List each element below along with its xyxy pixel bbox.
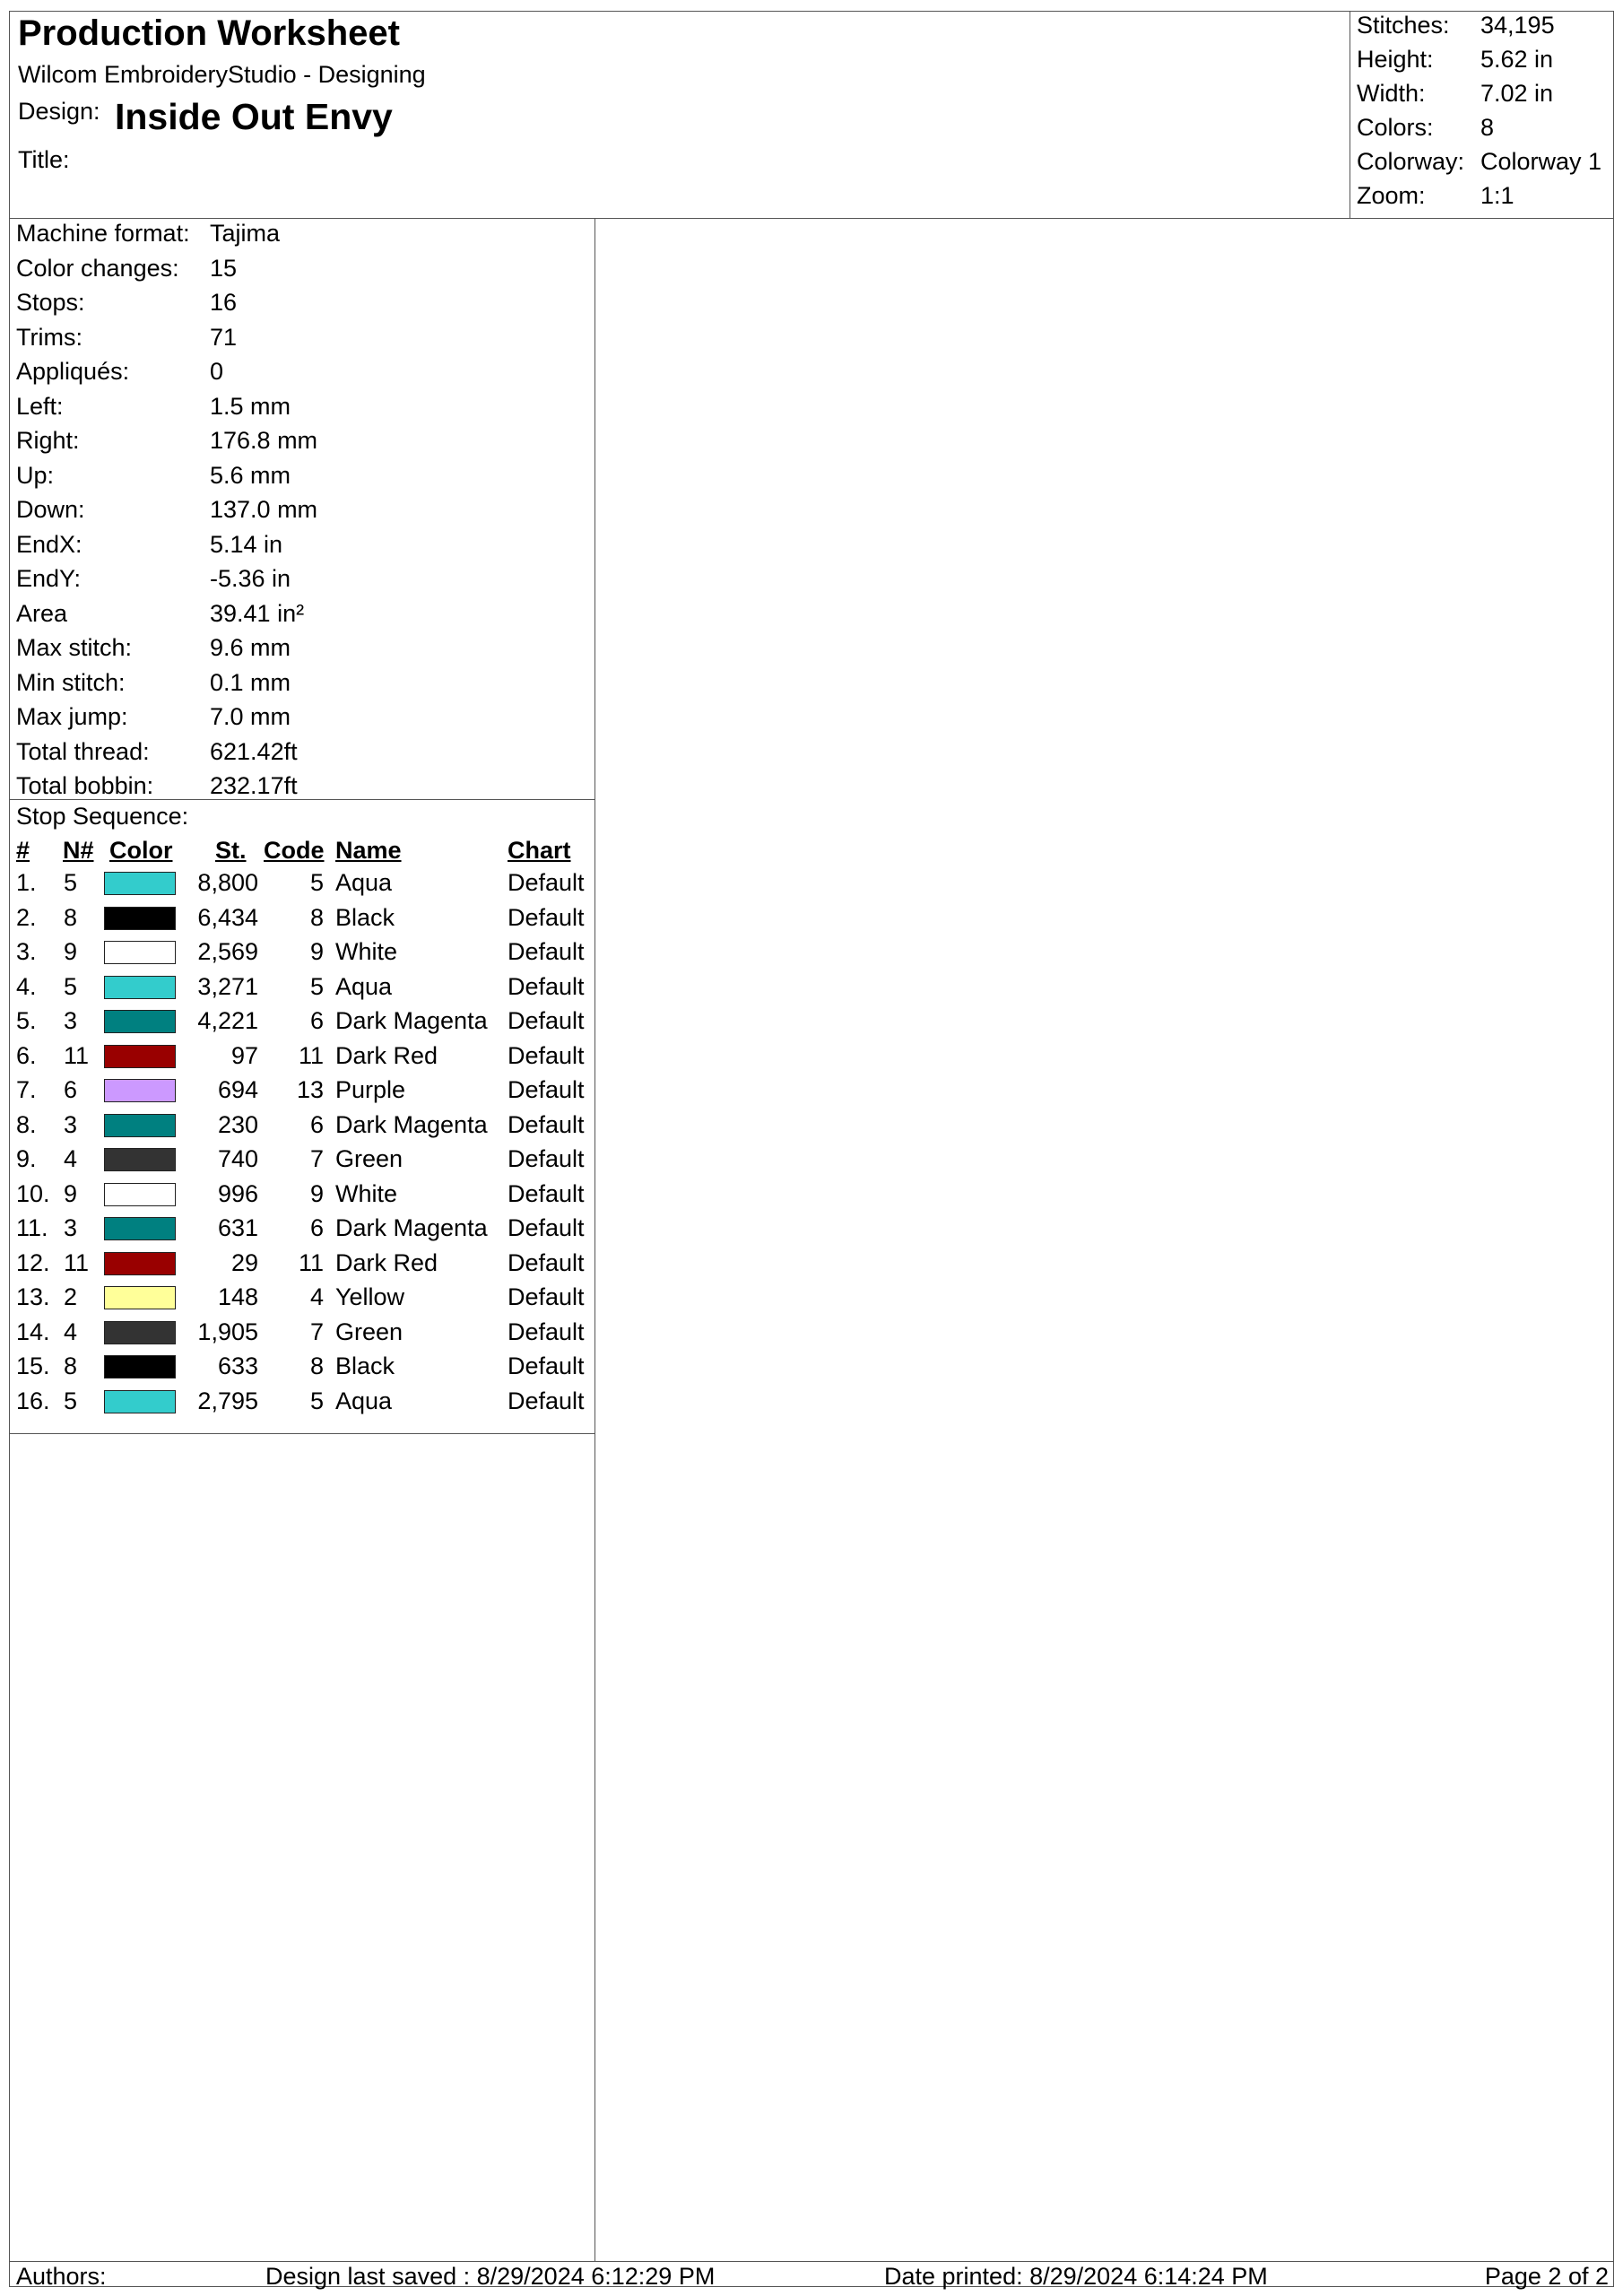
section-divider bbox=[10, 1433, 595, 1434]
table-row bbox=[10, 973, 595, 1007]
color-chart: Default bbox=[508, 1352, 585, 1379]
color-chart: Default bbox=[508, 1318, 585, 1345]
color-code: 8 bbox=[309, 903, 324, 931]
needle-number: 11 bbox=[64, 1248, 90, 1276]
info-label: Color changes: bbox=[16, 254, 179, 282]
color-chart: Default bbox=[508, 1076, 585, 1103]
color-code: 5 bbox=[309, 869, 324, 896]
software-name: Wilcom EmbroideryStudio - Designing bbox=[18, 61, 426, 88]
info-label: Machine format: bbox=[16, 220, 190, 247]
info-value: 7.0 mm bbox=[210, 703, 291, 730]
color-name: Green bbox=[335, 1145, 404, 1172]
color-swatch bbox=[104, 1183, 176, 1206]
color-name: Dark Red bbox=[335, 1248, 438, 1276]
info-value: 1.5 mm bbox=[210, 392, 291, 420]
color-chart: Default bbox=[508, 1283, 585, 1310]
stitch-count: 4,221 bbox=[197, 1007, 258, 1034]
color-code: 8 bbox=[309, 1352, 324, 1379]
title-label: Title: bbox=[18, 146, 70, 173]
info-label: EndX: bbox=[16, 530, 82, 558]
color-swatch bbox=[104, 1148, 176, 1171]
color-swatch bbox=[104, 1252, 176, 1275]
stitch-count: 230 bbox=[217, 1110, 258, 1138]
color-code: 4 bbox=[309, 1283, 324, 1310]
table-row bbox=[10, 869, 595, 903]
info-value: 176.8 mm bbox=[210, 427, 318, 454]
table-row bbox=[10, 1042, 595, 1076]
color-code: 6 bbox=[309, 1007, 324, 1034]
color-code: 9 bbox=[309, 938, 324, 965]
needle-number: 4 bbox=[64, 1145, 78, 1172]
info-value: 9.6 mm bbox=[210, 634, 291, 661]
info-value: -5.36 in bbox=[210, 565, 291, 592]
color-swatch bbox=[104, 1355, 176, 1378]
needle-number: 4 bbox=[64, 1318, 78, 1345]
info-value: 39.41 in² bbox=[210, 599, 305, 627]
color-name: Dark Magenta bbox=[335, 1007, 488, 1034]
color-name: Yellow bbox=[335, 1283, 405, 1310]
needle-number: 8 bbox=[64, 903, 78, 931]
design-name: Inside Out Envy bbox=[115, 96, 393, 137]
info-value: 15 bbox=[210, 254, 238, 282]
info-label: Total thread: bbox=[16, 737, 150, 765]
stat-label: Stitches: bbox=[1357, 12, 1450, 39]
footer-last-saved: Design last saved : 8/29/2024 6:12:29 PM bbox=[265, 2263, 716, 2290]
stop-sequence-title: Stop Sequence: bbox=[16, 803, 189, 830]
stitch-count: 996 bbox=[217, 1179, 258, 1207]
info-value: 0.1 mm bbox=[210, 668, 291, 696]
table-row bbox=[10, 1145, 595, 1179]
info-value: 5.6 mm bbox=[210, 461, 291, 489]
col-header-color: Color bbox=[109, 837, 173, 864]
color-name: Purple bbox=[335, 1076, 406, 1103]
color-swatch bbox=[104, 872, 176, 895]
table-row bbox=[10, 1214, 595, 1248]
color-code: 6 bbox=[309, 1110, 324, 1138]
stop-number: 11. bbox=[16, 1214, 48, 1241]
color-name: Aqua bbox=[335, 1387, 393, 1414]
col-header-needle: N# bbox=[63, 837, 94, 864]
stop-number: 16. bbox=[16, 1387, 50, 1414]
color-name: Dark Red bbox=[335, 1041, 438, 1069]
color-name: Dark Magenta bbox=[335, 1110, 488, 1138]
info-label: Up: bbox=[16, 461, 55, 489]
needle-number: 6 bbox=[64, 1076, 78, 1103]
stitch-count: 3,271 bbox=[197, 972, 258, 1000]
stat-label: Colorway: bbox=[1357, 148, 1465, 175]
col-header-number: # bbox=[16, 837, 30, 864]
color-chart: Default bbox=[508, 972, 585, 1000]
stitch-count: 6,434 bbox=[197, 903, 258, 931]
stop-number: 10. bbox=[16, 1179, 50, 1207]
needle-number: 3 bbox=[64, 1110, 78, 1138]
needle-number: 5 bbox=[64, 972, 78, 1000]
table-row bbox=[10, 1283, 595, 1318]
color-chart: Default bbox=[508, 1041, 585, 1069]
table-row bbox=[10, 1180, 595, 1214]
needle-number: 3 bbox=[64, 1007, 78, 1034]
color-swatch bbox=[104, 1390, 176, 1413]
color-name: Black bbox=[335, 1352, 395, 1379]
needle-number: 5 bbox=[64, 869, 78, 896]
color-code: 5 bbox=[309, 1387, 324, 1414]
color-code: 13 bbox=[296, 1076, 324, 1103]
stat-value: 8 bbox=[1480, 114, 1495, 141]
stat-value: 5.62 in bbox=[1480, 46, 1554, 73]
design-stats-box bbox=[1350, 12, 1613, 218]
col-header-name: Name bbox=[335, 837, 402, 864]
stat-value: Colorway 1 bbox=[1480, 148, 1602, 175]
worksheet-header bbox=[10, 12, 1613, 219]
stat-label: Zoom: bbox=[1357, 182, 1426, 209]
info-label: Total bobbin: bbox=[16, 772, 154, 799]
color-chart: Default bbox=[508, 1387, 585, 1414]
page-title: Production Worksheet bbox=[18, 13, 400, 53]
info-label: Stops: bbox=[16, 289, 85, 316]
stitch-count: 740 bbox=[217, 1145, 258, 1172]
stitch-count: 631 bbox=[217, 1214, 258, 1241]
color-name: Black bbox=[335, 903, 395, 931]
info-value: 5.14 in bbox=[210, 530, 283, 558]
stitch-count: 29 bbox=[230, 1248, 258, 1276]
needle-number: 9 bbox=[64, 1179, 78, 1207]
stat-value: 1:1 bbox=[1480, 182, 1515, 209]
table-row bbox=[10, 1076, 595, 1110]
stop-number: 4. bbox=[16, 972, 37, 1000]
color-name: White bbox=[335, 1179, 398, 1207]
stat-value: 7.02 in bbox=[1480, 80, 1554, 107]
table-row bbox=[10, 938, 595, 972]
stat-value: 34,195 bbox=[1480, 12, 1555, 39]
needle-number: 8 bbox=[64, 1352, 78, 1379]
stitch-count: 1,905 bbox=[197, 1318, 258, 1345]
stop-number: 15. bbox=[16, 1352, 50, 1379]
info-label: Right: bbox=[16, 427, 80, 454]
color-code: 11 bbox=[298, 1041, 324, 1069]
color-swatch bbox=[104, 1079, 176, 1102]
stop-number: 8. bbox=[16, 1110, 37, 1138]
footer-authors: Authors: bbox=[16, 2263, 107, 2290]
footer-date-printed: Date printed: 8/29/2024 6:14:24 PM bbox=[884, 2263, 1268, 2290]
needle-number: 5 bbox=[64, 1387, 78, 1414]
color-name: Green bbox=[335, 1318, 404, 1345]
stat-label: Colors: bbox=[1357, 114, 1434, 141]
info-label: Area bbox=[16, 599, 68, 627]
table-row bbox=[10, 1387, 595, 1422]
info-label: EndY: bbox=[16, 565, 82, 592]
info-label: Max jump: bbox=[16, 703, 128, 730]
color-name: Aqua bbox=[335, 869, 393, 896]
stop-number: 6. bbox=[16, 1041, 37, 1069]
info-value: 16 bbox=[210, 289, 238, 316]
footer-page-number: Page 2 of 2 bbox=[1484, 2263, 1609, 2290]
color-chart: Default bbox=[508, 1145, 585, 1172]
stop-number: 3. bbox=[16, 938, 37, 965]
color-chart: Default bbox=[508, 938, 585, 965]
color-swatch bbox=[104, 1114, 176, 1137]
stitch-count: 694 bbox=[217, 1076, 258, 1103]
col-header-code: Code bbox=[264, 837, 325, 864]
color-swatch bbox=[104, 1321, 176, 1344]
stitch-count: 8,800 bbox=[197, 869, 258, 896]
color-swatch bbox=[104, 1010, 176, 1033]
info-label: Down: bbox=[16, 496, 85, 523]
stitch-count: 2,795 bbox=[197, 1387, 258, 1414]
worksheet-footer bbox=[10, 2261, 1613, 2289]
info-value: 137.0 mm bbox=[210, 496, 318, 523]
stat-label: Height: bbox=[1357, 46, 1434, 73]
needle-number: 11 bbox=[64, 1041, 90, 1069]
stop-number: 1. bbox=[16, 869, 37, 896]
info-label: Left: bbox=[16, 392, 64, 420]
info-column bbox=[10, 218, 595, 2261]
section-divider bbox=[10, 799, 595, 800]
info-value: Tajima bbox=[210, 220, 281, 247]
stat-label: Width: bbox=[1357, 80, 1426, 107]
col-header-chart: Chart bbox=[508, 837, 571, 864]
stop-number: 5. bbox=[16, 1007, 37, 1034]
color-code: 7 bbox=[309, 1318, 324, 1345]
color-swatch bbox=[104, 1045, 176, 1068]
color-code: 5 bbox=[309, 972, 324, 1000]
color-chart: Default bbox=[508, 1248, 585, 1276]
color-code: 9 bbox=[309, 1179, 324, 1207]
stop-number: 9. bbox=[16, 1145, 37, 1172]
info-value: 0 bbox=[210, 358, 224, 385]
info-value: 621.42ft bbox=[210, 737, 298, 765]
color-name: Dark Magenta bbox=[335, 1214, 488, 1241]
color-swatch bbox=[104, 976, 176, 999]
info-label: Trims: bbox=[16, 323, 82, 351]
color-code: 11 bbox=[298, 1248, 324, 1276]
col-header-stitches: St. bbox=[215, 837, 247, 864]
table-row bbox=[10, 1111, 595, 1145]
info-value: 232.17ft bbox=[210, 772, 298, 799]
color-chart: Default bbox=[508, 1007, 585, 1034]
stop-number: 7. bbox=[16, 1076, 37, 1103]
color-swatch bbox=[104, 907, 176, 930]
table-row bbox=[10, 1007, 595, 1041]
color-chart: Default bbox=[508, 1179, 585, 1207]
color-chart: Default bbox=[508, 869, 585, 896]
color-swatch bbox=[104, 1286, 176, 1309]
stitch-count: 633 bbox=[217, 1352, 258, 1379]
info-value: 71 bbox=[210, 323, 238, 351]
color-code: 7 bbox=[309, 1145, 324, 1172]
table-row bbox=[10, 1318, 595, 1352]
table-row bbox=[10, 904, 595, 938]
worksheet-frame bbox=[9, 11, 1614, 2290]
stop-number: 14. bbox=[16, 1318, 50, 1345]
color-chart: Default bbox=[508, 1110, 585, 1138]
info-label: Max stitch: bbox=[16, 634, 133, 661]
info-label: Min stitch: bbox=[16, 668, 126, 696]
color-swatch bbox=[104, 1217, 176, 1240]
color-name: White bbox=[335, 938, 398, 965]
stop-number: 12. bbox=[16, 1248, 50, 1276]
stop-number: 13. bbox=[16, 1283, 50, 1310]
color-chart: Default bbox=[508, 903, 585, 931]
design-label: Design: bbox=[18, 98, 100, 125]
table-row bbox=[10, 1352, 595, 1387]
stitch-count: 97 bbox=[230, 1041, 258, 1069]
table-row bbox=[10, 1249, 595, 1283]
stop-number: 2. bbox=[16, 903, 37, 931]
info-label: Appliqués: bbox=[16, 358, 130, 385]
needle-number: 3 bbox=[64, 1214, 78, 1241]
color-code: 6 bbox=[309, 1214, 324, 1241]
stitch-count: 148 bbox=[217, 1283, 258, 1310]
needle-number: 9 bbox=[64, 938, 78, 965]
stitch-count: 2,569 bbox=[197, 938, 258, 965]
color-name: Aqua bbox=[335, 972, 393, 1000]
color-chart: Default bbox=[508, 1214, 585, 1241]
needle-number: 2 bbox=[64, 1283, 78, 1310]
color-swatch bbox=[104, 941, 176, 964]
